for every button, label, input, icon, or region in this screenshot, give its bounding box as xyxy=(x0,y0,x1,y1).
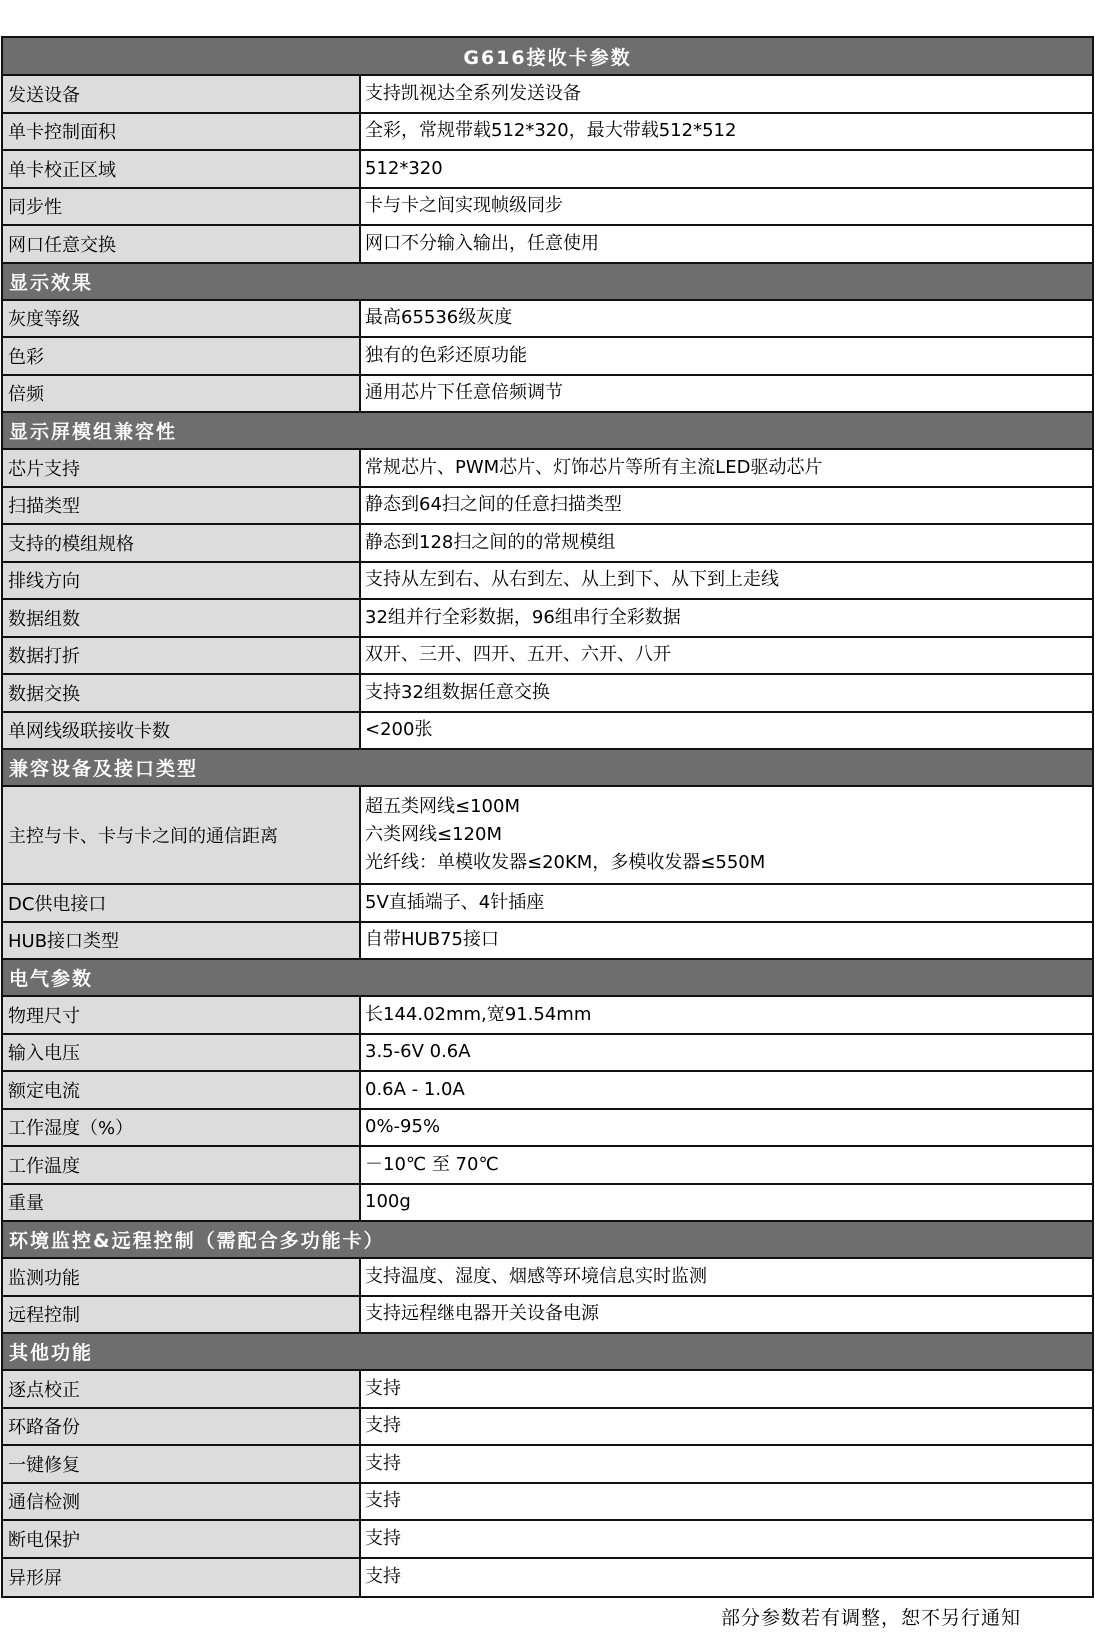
table-row xyxy=(3,301,1092,339)
param-name: 网口任意交换 xyxy=(3,226,361,262)
table-row xyxy=(3,338,1092,376)
param-value: 支持 xyxy=(361,1521,1092,1557)
table-row xyxy=(3,1259,1092,1297)
param-value: 独有的色彩还原功能 xyxy=(361,338,1092,374)
param-value: 支持凯视达全系列发送设备 xyxy=(361,76,1092,112)
param-value: 支持温度、湿度、烟感等环境信息实时监测 xyxy=(361,1259,1092,1295)
param-value: 常规芯片、PWM芯片、灯饰芯片等所有主流LED驱动芯片 xyxy=(361,450,1092,486)
table-row xyxy=(3,1110,1092,1148)
table-row xyxy=(3,114,1092,152)
param-name: 支持的模组规格 xyxy=(3,525,361,561)
table-row xyxy=(3,1072,1092,1110)
table-row xyxy=(3,1147,1092,1185)
param-value: 支持从左到右、从右到左、从上到下、从下到上走线 xyxy=(361,563,1092,599)
param-name: 芯片支持 xyxy=(3,450,361,486)
param-name: 断电保护 xyxy=(3,1521,361,1557)
param-name: 数据打折 xyxy=(3,638,361,674)
param-value: 512*320 xyxy=(361,151,1092,187)
table-row xyxy=(3,1484,1092,1522)
param-value: 全彩，常规带载512*320，最大带载512*512 xyxy=(361,114,1092,150)
param-value: 网口不分输入输出，任意使用 xyxy=(361,226,1092,262)
spec-body xyxy=(3,76,1092,1596)
param-name: 单卡控制面积 xyxy=(3,114,361,150)
section-header: 显示屏模组兼容性 xyxy=(3,413,1092,450)
table-row xyxy=(3,226,1092,264)
table-row xyxy=(3,997,1092,1035)
param-name: 倍频 xyxy=(3,376,361,412)
param-value: 通用芯片下任意倍频调节 xyxy=(361,376,1092,412)
param-value: 0.6A - 1.0A xyxy=(361,1072,1092,1108)
table-title: G616接收卡参数 xyxy=(3,38,1092,76)
param-name: 排线方向 xyxy=(3,563,361,599)
table-row xyxy=(3,1446,1092,1484)
table-row xyxy=(3,1559,1092,1597)
section-header: 环境监控&远程控制（需配合多功能卡） xyxy=(3,1222,1092,1259)
param-value: 静态到128扫之间的的常规模组 xyxy=(361,525,1092,561)
param-name: 重量 xyxy=(3,1185,361,1221)
param-value: 长144.02mm,宽91.54mm xyxy=(361,997,1092,1033)
param-name: 额定电流 xyxy=(3,1072,361,1108)
param-name: 工作湿度（%） xyxy=(3,1110,361,1146)
param-name: DC供电接口 xyxy=(3,885,361,921)
param-value: 支持远程继电器开关设备电源 xyxy=(361,1297,1092,1333)
param-name: HUB接口类型 xyxy=(3,923,361,959)
table-row xyxy=(3,1185,1092,1223)
table-row xyxy=(3,1035,1092,1073)
table-row xyxy=(3,376,1092,414)
table-row xyxy=(3,1297,1092,1335)
param-value: 支持 xyxy=(361,1371,1092,1407)
param-name: 工作温度 xyxy=(3,1147,361,1183)
param-name: 物理尺寸 xyxy=(3,997,361,1033)
table-row xyxy=(3,525,1092,563)
spec-table xyxy=(1,36,1094,1598)
param-value: 超五类网线≤100M 六类网线≤120M 光纤线：单模收发器≤20KM，多模收发器≤550M xyxy=(361,787,1092,883)
param-value: 自带HUB75接口 xyxy=(361,923,1092,959)
param-value: 支持 xyxy=(361,1409,1092,1445)
param-name: 监测功能 xyxy=(3,1259,361,1295)
param-name: 数据组数 xyxy=(3,600,361,636)
table-row xyxy=(3,1521,1092,1559)
table-row xyxy=(3,675,1092,713)
param-name: 远程控制 xyxy=(3,1297,361,1333)
param-value: 100g xyxy=(361,1185,1092,1221)
table-row xyxy=(3,151,1092,189)
param-name: 灰度等级 xyxy=(3,301,361,337)
param-value: 3.5-6V 0.6A xyxy=(361,1035,1092,1071)
param-name: 输入电压 xyxy=(3,1035,361,1071)
param-name: 逐点校正 xyxy=(3,1371,361,1407)
table-row xyxy=(3,885,1092,923)
param-name: 数据交换 xyxy=(3,675,361,711)
table-row xyxy=(3,923,1092,961)
param-name: 主控与卡、卡与卡之间的通信距离 xyxy=(3,787,361,883)
param-name: 单卡校正区域 xyxy=(3,151,361,187)
param-name: 发送设备 xyxy=(3,76,361,112)
param-value: 支持 xyxy=(361,1446,1092,1482)
param-value: 最高65536级灰度 xyxy=(361,301,1092,337)
param-value: 5V直插端子、4针插座 xyxy=(361,885,1092,921)
param-value: 支持 xyxy=(361,1559,1092,1597)
section-header: 兼容设备及接口类型 xyxy=(3,750,1092,787)
param-name: 单网线级联接收卡数 xyxy=(3,713,361,749)
param-value: <200张 xyxy=(361,713,1092,749)
section-header: 显示效果 xyxy=(3,264,1092,301)
param-name: 同步性 xyxy=(3,189,361,225)
param-name: 环路备份 xyxy=(3,1409,361,1445)
param-name: 一键修复 xyxy=(3,1446,361,1482)
param-value: 32组并行全彩数据，96组串行全彩数据 xyxy=(361,600,1092,636)
section-header: 其他功能 xyxy=(3,1334,1092,1371)
table-row xyxy=(3,450,1092,488)
table-row xyxy=(3,713,1092,751)
param-name: 扫描类型 xyxy=(3,488,361,524)
table-row xyxy=(3,1371,1092,1409)
table-row xyxy=(3,563,1092,601)
param-name: 色彩 xyxy=(3,338,361,374)
param-name: 通信检测 xyxy=(3,1484,361,1520)
param-value: 支持 xyxy=(361,1484,1092,1520)
table-row xyxy=(3,76,1092,114)
param-value: 静态到64扫之间的任意扫描类型 xyxy=(361,488,1092,524)
param-value: －10℃ 至 70℃ xyxy=(361,1147,1092,1183)
table-row xyxy=(3,1409,1092,1447)
section-header: 电气参数 xyxy=(3,960,1092,997)
table-row xyxy=(3,638,1092,676)
param-value: 支持32组数据任意交换 xyxy=(361,675,1092,711)
table-row xyxy=(3,488,1092,526)
table-row xyxy=(3,189,1092,227)
param-value: 0%-95% xyxy=(361,1110,1092,1146)
table-row xyxy=(3,787,1092,885)
footnote: 部分参数若有调整，恕不另行通知 xyxy=(720,1607,1021,1629)
param-name: 异形屏 xyxy=(3,1559,361,1597)
param-value: 双开、三开、四开、五开、六开、八开 xyxy=(361,638,1092,674)
param-value: 卡与卡之间实现帧级同步 xyxy=(361,189,1092,225)
table-row xyxy=(3,600,1092,638)
